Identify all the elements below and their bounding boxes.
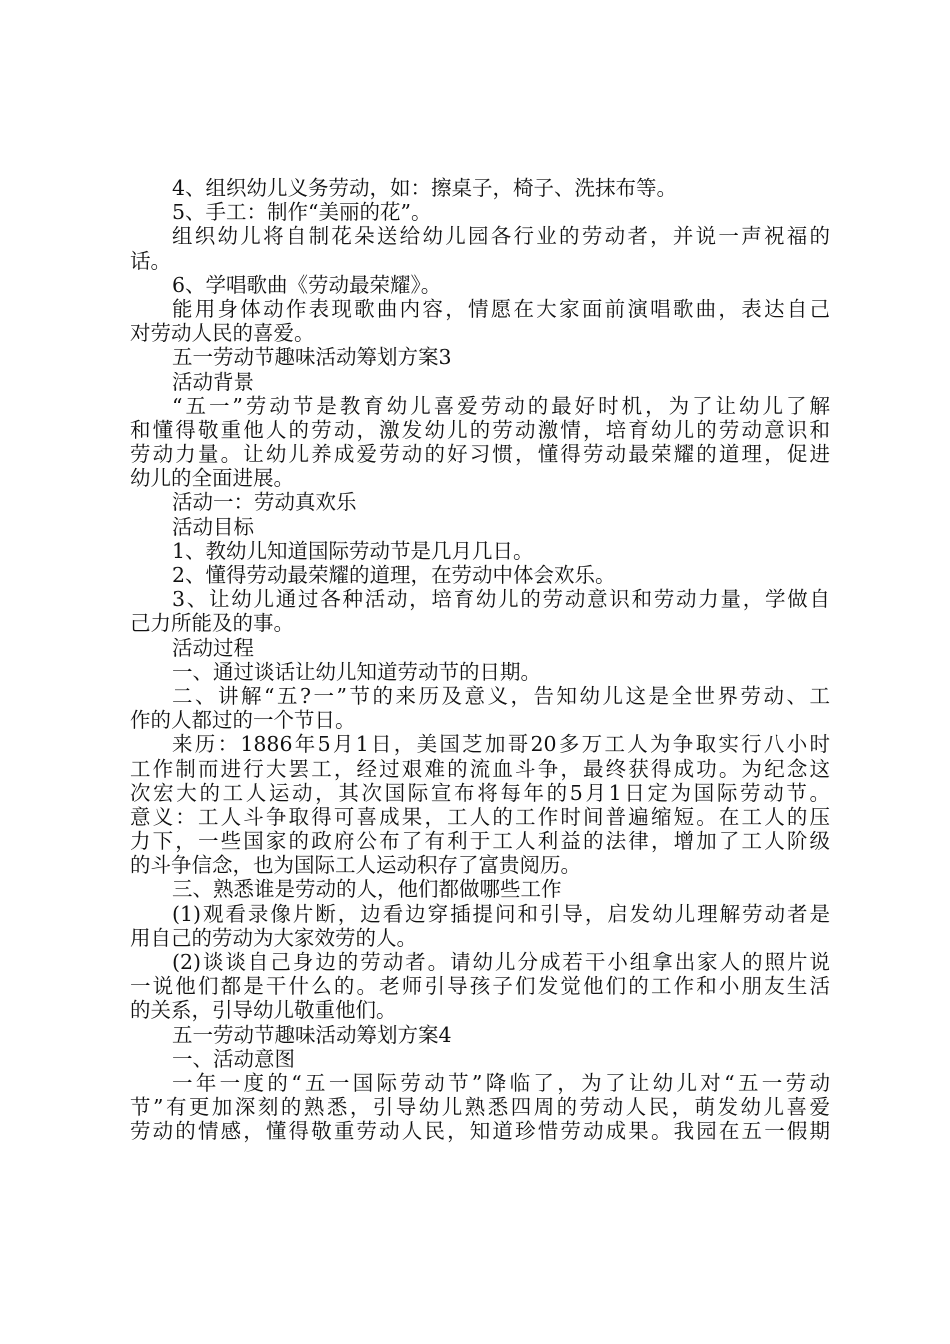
text-line: (2)谈谈自己身边的劳动者。请幼儿分成若干小组拿出家人的照片说: [172, 950, 830, 974]
document-body: [130, 176, 830, 1144]
text-line: 来历：1886年5月1日，美国芝加哥20多万工人为争取实行八小时: [172, 732, 830, 757]
text-line: 3、让幼儿通过各种活动，培育幼儿的劳动意识和劳动力量，学做自: [172, 587, 830, 612]
text-line: 用自己的劳动为大家效劳的人。: [130, 925, 417, 950]
text-line: 一说他们都是干什么的。老师引导孩子们发觉他们的工作和小朋友生活: [130, 974, 830, 999]
text-line: 劳动的情感，懂得敬重劳动人民，知道珍惜劳动成果。我园在五一假期: [130, 1119, 830, 1144]
text-line: 作的人都过的一个节日。: [130, 708, 356, 733]
text-line: 2、懂得劳动最荣耀的道理，在劳动中体会欢乐。: [172, 563, 616, 587]
text-line: 工作制而进行大罢工，经过艰难的流血斗争，最终获得成功。为纪念这: [130, 756, 830, 781]
text-line: 五一劳动节趣味活动筹划方案3: [172, 345, 452, 370]
text-line: 能用身体动作表现歌曲内容，情愿在大家面前演唱歌曲，表达自己: [172, 296, 830, 321]
text-line: “五一”劳动节是教育幼儿喜爱劳动的最好时机，为了让幼儿了解: [172, 393, 830, 418]
text-line: 次宏大的工人运动，其次国际宣布将每年的5月1日定为国际劳动节。: [130, 780, 830, 805]
text-line: 和懂得敬重他人的劳动，激发幼儿的劳动激情，培育幼儿的劳动意识和: [130, 417, 830, 442]
text-line: 4、组织幼儿义务劳动，如：擦桌子，椅子、洗抹布等。: [172, 176, 678, 200]
text-line: 节”有更加深刻的熟悉，引导幼儿熟悉四周的劳动人民，萌发幼儿喜爱: [130, 1095, 830, 1120]
text-line: 6、学唱歌曲《劳动最荣耀》。: [172, 272, 442, 297]
text-line: 五一劳动节趣味活动筹划方案4: [172, 1022, 452, 1047]
text-line: 力下，一些国家的政府公布了有利于工人利益的法律，增加了工人阶级: [130, 829, 830, 854]
text-line: 活动一：劳动真欢乐: [172, 490, 357, 515]
text-line: 己力所能及的事。: [130, 611, 294, 636]
text-line: 的关系，引导幼儿敬重他们。: [130, 998, 397, 1023]
text-line: 一年一度的“五一国际劳动节”降临了，为了让幼儿对“五一劳动: [172, 1070, 830, 1095]
text-line: 对劳动人民的喜爱。: [130, 321, 315, 346]
text-line: 一、通过谈话让幼儿知道劳动节的日期。: [172, 659, 541, 684]
text-line: 5、手工：制作“美丽的花”。: [172, 200, 432, 225]
text-line: 意义：工人斗争取得可喜成果，工人的工作时间普遍缩短。在工人的压: [130, 804, 830, 829]
text-line: 组织幼儿将自制花朵送给幼儿园各行业的劳动者，并说一声祝福的: [172, 224, 830, 249]
text-line: (1)观看录像片断，边看边穿插提问和引导，启发幼儿理解劳动者是: [172, 901, 830, 926]
text-line: 三、熟悉谁是劳动的人，他们都做哪些工作: [172, 877, 562, 902]
text-line: 二、讲解“五?一”节的来历及意义，告知幼儿这是全世界劳动、工: [172, 683, 830, 708]
text-line: 幼儿的全面进展。: [130, 466, 294, 491]
text-line: 活动目标: [172, 514, 254, 539]
text-line: 活动过程: [172, 635, 254, 660]
text-line: 活动背景: [172, 369, 254, 394]
text-line: 1、教幼儿知道国际劳动节是几月几日。: [172, 538, 534, 563]
text-line: 话。: [130, 248, 171, 273]
text-line: 一、活动意图: [172, 1046, 295, 1071]
text-line: 劳动力量。让幼儿养成爱劳动的好习惯，懂得劳动最荣耀的道理，促进: [130, 442, 830, 467]
text-line: 的斗争信念，也为国际工人运动积存了富贵阅历。: [130, 853, 581, 878]
